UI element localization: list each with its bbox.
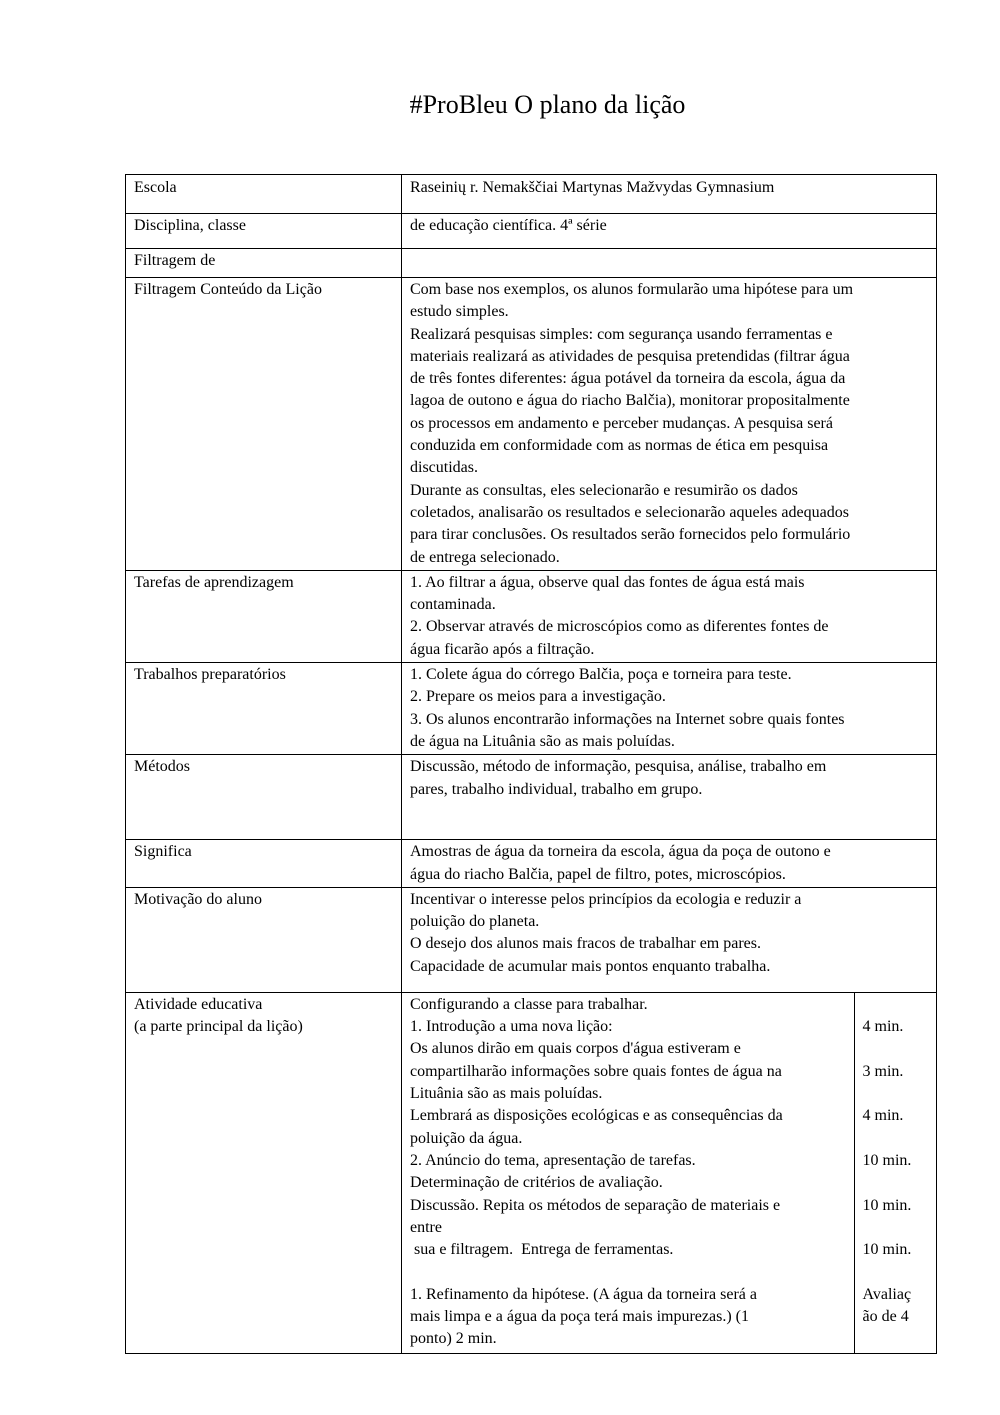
text-line: para tirar conclusões. Os resultados serão fornecidos pelo formulário	[410, 526, 851, 544]
label-metodos: Métodos	[126, 755, 402, 840]
value-atividade	[402, 992, 937, 1353]
label-escola: Escola	[126, 175, 402, 214]
row-filtragem	[126, 249, 937, 278]
text-line: 1. Colete água do córrego Balčia, poça e torneira para teste.	[410, 666, 792, 684]
text-line: 2. Anúncio do tema, apresentação de tarefas.	[410, 1151, 696, 1169]
value-trabalhos	[402, 663, 937, 755]
text-line: O desejo dos alunos mais fracos de trabalhar em pares.	[410, 935, 761, 953]
text-line: Os alunos dirão em quais corpos d'água estiveram e	[410, 1040, 741, 1058]
time-line: 10 min.	[862, 1241, 912, 1259]
time-line	[863, 1083, 929, 1105]
text-line: materiais realizará as atividades de pesquisa pretendidas (filtrar água	[410, 347, 850, 365]
row-atividade	[126, 992, 937, 1353]
text-line: lagoa de outono e água do riacho Balčia), monitorar propositalmente	[410, 392, 850, 410]
text-line: de água na Lituânia são as mais poluídas.	[410, 732, 675, 750]
row-tarefas	[126, 570, 937, 662]
text-line: 1. Introdução a uma nova lição:	[410, 1018, 613, 1036]
text-line: ponto) 2 min.	[410, 1330, 497, 1348]
time-line: 3 min.	[862, 1062, 904, 1080]
text-line: água ficarão após a filtração.	[410, 640, 595, 658]
label-line: (a parte principal da lição)	[134, 1018, 303, 1036]
text-line: Durante as consultas, eles selecionarão e resumirão os dados	[410, 481, 798, 499]
text-line: sua e filtragem. Entrega de ferramentas.	[410, 1241, 674, 1259]
text-line: Lituânia são as mais poluídas.	[410, 1085, 603, 1103]
label-tarefas: Tarefas de aprendizagem	[126, 570, 402, 662]
text-line: poluição do planeta.	[410, 913, 540, 931]
text-line: água do riacho Balčia, papel de filtro, potes, microscópios.	[410, 865, 786, 883]
value-escola: Raseinių r. Nemakščiai Martynas Mažvydas Gymnasium	[402, 175, 937, 214]
time-line	[863, 1038, 929, 1060]
time-line: ão de 4	[862, 1307, 909, 1325]
text-line: de entrega selecionado.	[410, 548, 560, 566]
value-metodos	[402, 755, 937, 840]
text-line: os processos em andamento e perceber mudanças. A pesquisa será	[410, 414, 833, 432]
text-line: Determinação de critérios de avaliação.	[410, 1174, 663, 1192]
text-line: 2. Observar através de microscópios como as diferentes fontes de	[410, 618, 829, 636]
text-line: Incentivar o interesse pelos princípios da ecologia e reduzir a	[410, 890, 802, 908]
text-line	[410, 1261, 846, 1283]
label-significa: Significa	[126, 840, 402, 888]
label-disciplina: Disciplina, classe	[126, 214, 402, 249]
value-filtragem	[402, 249, 937, 278]
time-line: 4 min.	[862, 1107, 904, 1125]
activity-description	[402, 993, 854, 1353]
text-line: Com base nos exemplos, os alunos formularão uma hipótese para um	[410, 281, 854, 298]
text-line: 2. Prepare os meios para a investigação.	[410, 688, 666, 706]
time-line	[863, 1217, 929, 1239]
value-significa	[402, 840, 937, 888]
text-line: Lembrará as disposições ecológicas e as consequências da	[410, 1107, 783, 1125]
label-filtragem: Filtragem de	[126, 249, 402, 278]
activity-schedule	[402, 993, 936, 1353]
text-line: estudo simples.	[410, 303, 509, 321]
document-title: #ProBleu O plano da lição	[409, 90, 686, 119]
time-line	[863, 994, 929, 1016]
value-motivacao	[402, 887, 937, 992]
label-atividade	[126, 992, 402, 1353]
text-line: mais limpa e a água da poça terá mais impurezas.) (1	[410, 1307, 749, 1325]
row-disciplina	[126, 214, 937, 249]
label-conteudo: Filtragem Conteúdo da Lição	[126, 278, 402, 571]
time-line: Avaliaç	[862, 1285, 912, 1303]
row-metodos	[126, 755, 937, 840]
row-significa	[126, 840, 937, 888]
row-escola	[126, 175, 937, 214]
time-line	[863, 1261, 929, 1283]
text-line: coletados, analisarão os resultados e selecionarão aqueles adequados	[410, 503, 849, 521]
text-line: 1. Ao filtrar a água, observe qual das fontes de água está mais	[410, 573, 805, 591]
value-conteudo	[402, 278, 937, 571]
row-conteudo	[126, 278, 937, 571]
row-trabalhos	[126, 663, 937, 755]
time-line: 4 min.	[862, 1018, 904, 1036]
activity-times	[854, 993, 936, 1353]
text-line: pares, trabalho individual, trabalho em grupo.	[410, 780, 703, 798]
label-trabalhos: Trabalhos preparatórios	[126, 663, 402, 755]
time-line: 10 min.	[862, 1196, 912, 1214]
label-motivacao: Motivação do aluno	[126, 887, 402, 992]
row-motivacao	[126, 887, 937, 992]
value-tarefas	[402, 570, 937, 662]
text-line: conduzida em conformidade com as normas de ética em pesquisa	[410, 437, 829, 455]
text-line: compartilharão informações sobre quais fontes de água na	[410, 1062, 782, 1080]
time-line: 10 min.	[862, 1151, 912, 1169]
text-line: Discussão. Repita os métodos de separação de materiais e	[410, 1196, 781, 1214]
text-line: Realizará pesquisas simples: com segurança usando ferramentas e	[410, 325, 833, 343]
text-line: Amostras de água da torneira da escola, água da poça de outono e	[410, 843, 831, 861]
text-line: poluição da água.	[410, 1129, 523, 1147]
text-line: Configurando a classe para trabalhar.	[410, 995, 648, 1013]
time-line	[863, 1128, 929, 1150]
label-line: Atividade educativa	[134, 995, 263, 1013]
text-line: Discussão, método de informação, pesquisa, análise, trabalho em	[410, 758, 827, 776]
text-line: 3. Os alunos encontrarão informações na Internet sobre quais fontes	[410, 710, 845, 728]
value-disciplina: de educação científica. 4ª série	[402, 214, 937, 249]
text-line: contaminada.	[410, 596, 496, 614]
text-line: 1. Refinamento da hipótese. (A água da torneira será a	[410, 1285, 757, 1303]
text-line: de três fontes diferentes: água potável da torneira da escola, água da	[410, 370, 846, 388]
text-line: Capacidade de acumular mais pontos enquanto trabalha.	[410, 957, 771, 975]
lesson-plan-table	[125, 174, 937, 1354]
text-line: discutidas.	[410, 459, 478, 477]
text-line: entre	[410, 1218, 442, 1236]
time-line	[863, 1172, 929, 1194]
